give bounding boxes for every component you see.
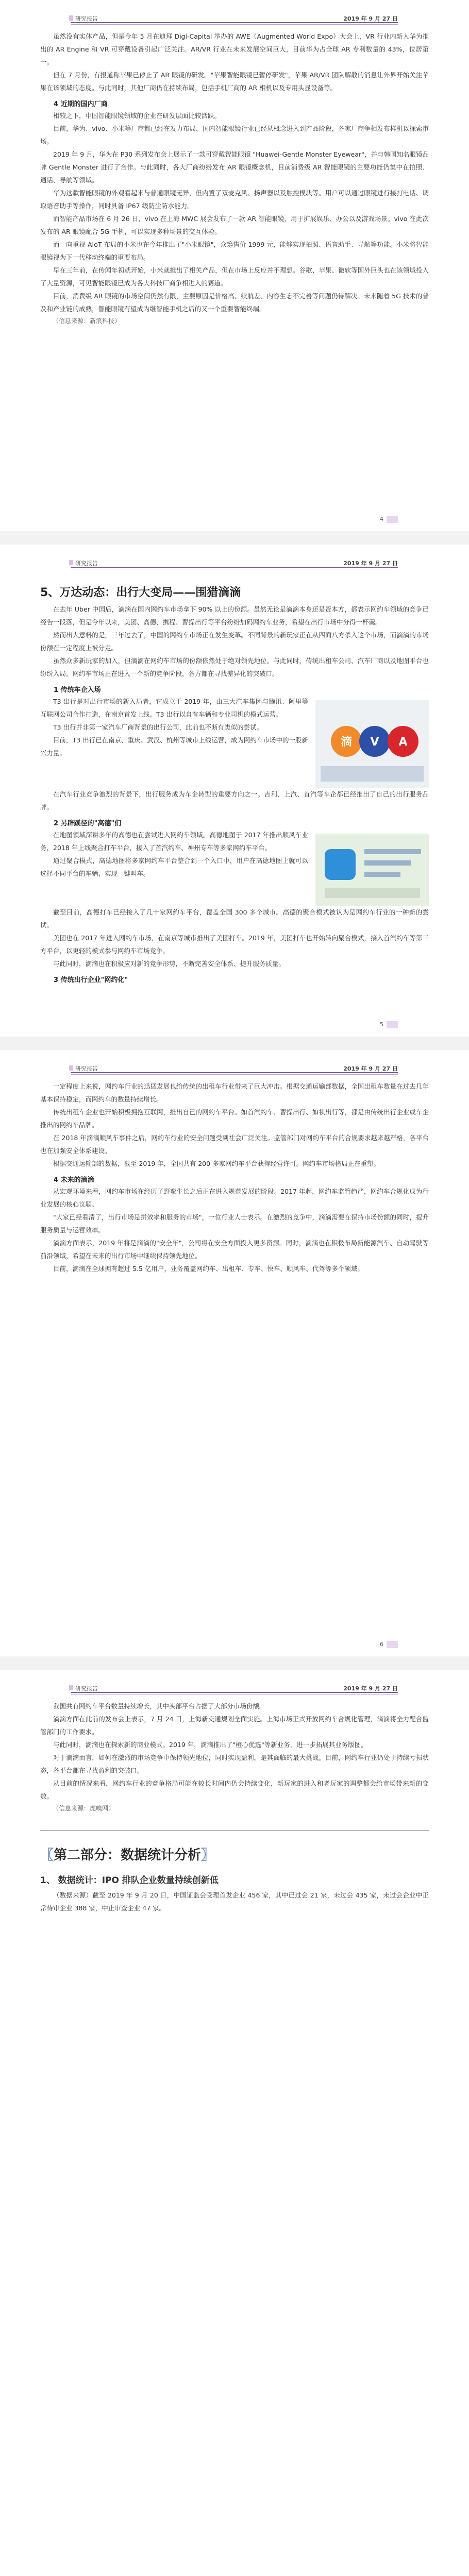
page-footer: [40, 511, 429, 531]
text-with-figure: [40, 695, 429, 788]
paragraph: 在地图领域深耕多年的高德也在尝试进入网约车领域。高德地图于 2017 年推出顺风车业务，2018 年上线聚合打车平台，接入了首汽约车、神州专车等多家网约车平台。: [40, 831, 308, 852]
page-header: [40, 1670, 429, 1700]
page-break: [0, 1037, 469, 1050]
page-number: 4: [380, 516, 398, 523]
header-rule: [71, 24, 398, 25]
logos-illustration: [315, 700, 429, 788]
subsection-title: 2 另辟蹊径的"高德"们: [54, 820, 122, 827]
paragraph: 而一向重视 AIoT 布局的小米也在今年推出了"小米眼镜"，众筹售价 1999 元，能够实现拍照、语音助手、导航等功能。小米将智能眼镜视为下一代移动终端的重要布局。: [40, 241, 429, 261]
paragraph: 对于滴滴而言，如何在激烈的市场竞争中保持领先地位，同时实现盈利，是其面临的最大挑战。目前，网约车行业仍处于持续亏损状态，各平台都在寻找盈利的突破口。: [40, 1754, 429, 1774]
subsection-title: 3 传统出行企业"网约化": [54, 976, 128, 984]
page-number: 6: [380, 1641, 398, 1648]
subsection-title: 4 近期的国内厂商: [54, 100, 108, 108]
part-title: 〖第二部分：数据统计分析〗: [40, 1848, 215, 1863]
ride-hailing-logos-figure: [315, 700, 429, 788]
paragraph: 早在三年前，在传闻年初就开始，小米就推出了相关产品，但在市场上反应并不理想。谷歌、苹果、微软等国外巨头也在该领域投入了大量资源，可见智能眼镜已成为各大科技厂商争相进入的赛道。: [40, 266, 429, 287]
section-title: 5、万达动态：出行大变局——围猎滴滴: [40, 586, 241, 599]
amap-illustration: [315, 834, 429, 906]
page-footer: [40, 1016, 429, 1037]
paragraph: "大家已经看清了，出行市场是拼效率和服务的市场"，一位行业人士表示。在激烈的竞争中，滴滴需要在保持市场份额的同时，提升服务质量与运营效率。: [40, 1213, 429, 1234]
page-number: 5: [380, 1021, 398, 1028]
page-header: [40, 1050, 429, 1080]
header-rule: [71, 1074, 398, 1075]
paragraph: 美团也在 2017 年进入网约车市场，在南京等城市推出了美团打车。2019 年，美团打车也开始转向聚合模式，接入首汽约车等第三方平台，以更轻的模式参与网约车市场竞争。: [40, 934, 429, 955]
subsection-title: 4 未来的滴滴: [54, 1176, 94, 1184]
app-icon: [325, 849, 356, 880]
header-date: 2019 年 9 月 27 日: [343, 1685, 398, 1692]
text-column: [40, 828, 308, 880]
paragraph: 目前，T3 出行已在南京、重庆、武汉、杭州等城市上线运营，成为网约车市场中的一股新兴力量。: [40, 736, 308, 757]
paragraph: 从宏观环境来看，网约车市场在经历了野蛮生长之后正在进入规范发展的阶段。2017 年起，网约车监管趋严，网约车合规化成为行业发展的核心议题。: [40, 1188, 429, 1208]
phone-strip: [321, 766, 424, 782]
paragraph: 但在 7 月份，有报道称苹果已停止了 AR 眼镜的研发。"苹果智能眼镜已暂停研发"，苹果 AR/VR 团队解散的消息让外界开始关注苹果在该领域的态度。与此同时，其他厂商仍在持续布局，包括手机厂商的 AR 相机以及专用头显设备等。: [40, 71, 429, 92]
report-page: [0, 0, 469, 531]
page-header: [40, 0, 429, 30]
header-date: 2019 年 9 月 27 日: [343, 15, 398, 22]
paragraph: T3 出行并非第一家汽车厂商背景的出行公司，此前也不断有类似的尝试。: [53, 723, 263, 731]
paragraph: 从目前的情况来看，网约车行业的竞争格局可能在较长时间内仍会持续变化，新玩家的进入和老玩家的调整都会给市场带来新的变数。: [40, 1780, 429, 1800]
header-tag: 研究报告: [70, 559, 98, 567]
paragraph: 截至目前，高德打车已经接入了几十家网约车平台，覆盖全国 300 多个城市。高德的聚合模式被认为是网约车行业的一种新的尝试。: [40, 908, 429, 929]
logo-text: V: [370, 736, 379, 749]
paragraph: 在 2018 年滴滴顺风车事件之后，网约车行业的安全问题受到社会广泛关注。监管部门对网约车平台的合规要求越来越严格，各平台也在加强安全体系建设。: [40, 1134, 429, 1155]
paragraph: 而智能产品市场在 6 月 26 日，vivo 在上海 MWC 展会发布了一款 AR 智能眼镜，用于扩展娱乐、办公以及游戏场景。vivo 在此次发布的 AR 眼镜配合 5G 手机，可以实现多种场景的交互体验。: [40, 215, 429, 235]
logo-text: A: [398, 736, 408, 749]
paragraph: 与此同时，滴滴也在探索新的商业模式。2019 年，滴滴推出了"橙心优选"等新业务，进一步拓展其业务版图。: [53, 1741, 367, 1749]
paragraph: （数据来源）截至 2019 年 9 月 20 日，中国证监会受理首发企业 456 家，其中已过会 21 家，未过会 435 家，未过会企业中正常待审企业 388 家，中止审查企业 47 家。: [40, 1891, 429, 1912]
header-date: 2019 年 9 月 27 日: [343, 1065, 398, 1072]
logo-text: 滴: [340, 736, 353, 749]
page-spacer: [40, 1914, 429, 1935]
paragraph: 2019 年 9 月，华为在 P30 系列发布会上展示了一款可穿戴智能眼镜 "Huawei-Gentle Monster Eyewear"，并与韩国知名眼镜品牌 Gentle Monster 进行了合作。与此同时，各大厂商纷纷发布 AR 眼镜概念机，目前消费级 AR 智能眼镜的主要功能仍集中在拍照、通话、导航等领域。: [40, 150, 429, 184]
report-page: [0, 1050, 469, 1656]
subsection-title: 1、 数据统计：IPO 排队企业数量持续创新低: [40, 1875, 219, 1886]
text-column: [40, 695, 308, 759]
report-page: [0, 1670, 469, 1935]
page-break: [0, 1656, 469, 1670]
paragraph: 根据交通运输部的数据，截至 2019 年，全国共有 200 多家网约车平台获得经营许可。网约车市场格局正在重塑。: [53, 1160, 380, 1167]
page-header: [40, 545, 429, 574]
paragraph: 目前，滴滴在全球拥有超过 5.5 亿用户，业务覆盖网约车、出租车、专车、快车、顺风车、代驾等多个领域。: [53, 1265, 364, 1273]
paragraph: T3 出行是对出行市场的新入局者，它成立于 2019 年，由三大汽车集团与腾讯、阿里等互联网公司合作打造，在南京首发上线。T3 出行以自有车辆和专业司机的模式运营。: [40, 698, 308, 718]
paragraph: 目前，华为、vivo、小米等厂商都已经在发力布局，国内智能眼镜行业已经从概念进入到产品阶段，各家厂商争相发布样机以探索市场。: [40, 125, 429, 145]
paragraph: 在汽车行业竞争激烈的背景下，出行服务成为车企转型的重要方向之一。吉利、上汽、首汽等车企都已经推出了自己的出行服务品牌。: [40, 790, 429, 811]
paragraph: 我国共有网约车平台数量持续增长，其中头部平台占据了大部分市场份额。: [53, 1702, 266, 1710]
subsection-title: 1 传统车企入场: [54, 686, 101, 694]
divider: [40, 1812, 429, 1831]
source-note: （信息来源：新浪科技）: [53, 317, 121, 325]
paragraph: 相较之下，中国智能眼镜领域的企业在研发层面比较活跃。: [53, 112, 221, 120]
text-with-figure: [40, 828, 429, 906]
header-tag: 研究报告: [70, 14, 98, 23]
paragraph: 滴滴方面表示，2019 年将是滴滴的"安全年"，公司将在安全方面投入更多资源。同时，滴滴也在积极布局新能源汽车、自动驾驶等前沿领域，希望在未来的出行市场中继续保持领先地位。: [40, 1239, 429, 1260]
paragraph: 传统出租车企业也开始积极拥抱互联网，推出自己的网约车平台。如首汽约车、曹操出行、如祺出行等，都是由传统出行企业或车企推出的网约车品牌。: [40, 1108, 429, 1129]
header-tag: 研究报告: [70, 1064, 98, 1073]
paragraph: 目前，消费级 AR 眼镜的市场空间仍然有限，主要原因是价格高、续航差、内容生态不完善等问题仍待解决。未来随着 5G 技术的普及和产业链的成熟，智能眼镜有望成为继智能手机之后的又一个重要智能终端。: [40, 292, 429, 313]
paragraph: 虽然众多新玩家的加入，但滴滴在网约车市场的份额依然处于绝对领先地位。与此同时，传统出租车公司、汽车厂商以及地图平台也纷纷入局。网约车市场正在进入一个新的竞争阶段，各方都在寻找差异化的突破口。: [40, 657, 429, 677]
source-note: （信息来源：虎嗅网）: [53, 1805, 115, 1812]
paragraph: 一定程度上来说，网约车行业的迅猛发展也给传统的出租车行业带来了巨大冲击。根据交通运输部数据，全国出租车数量在过去几年基本保持稳定，而网约车的数量持续增长。: [40, 1082, 429, 1103]
page-spacer: [40, 325, 429, 511]
header-date: 2019 年 9 月 27 日: [343, 560, 398, 567]
page-break: [0, 531, 469, 545]
paragraph: 滴滴方面在此前的发布会上表示，7 月 24 日，上海新交通规划全面实施。上海市场正式开放网约车合规化管理，滴滴将全力配合监管部门的工作要求。: [40, 1715, 429, 1736]
paragraph: 通过聚合模式，高德地图将多家网约车平台整合到一个入口中，用户在高德地图上就可以选择不同平台的车辆，实现一键叫车。: [40, 857, 308, 877]
amap-figure: [315, 834, 429, 906]
paragraph: 然而出人意料的是，三年过去了，中国的网约车市场正在发生变革。不同背景的新玩家正在从四面八方杀入这个市场，而滴滴的市场份额在一定程度上被分走。: [40, 631, 429, 652]
page-spacer: [40, 985, 429, 1016]
paragraph: 虽然没有实体产品，但是今年 5 月在迪拜 Digi-Capital 举办的 AWE（Augmented World Expo）大会上，VR 行业内新人华为推出的 AR Engine 和 VR 可穿戴设备引起广泛关注。AR/VR 行业在未来发展空间巨大，目前华为占全球 AR 专利数量的 43%，位居第一。: [40, 32, 429, 66]
paragraph: 在去年 Uber 中国后，滴滴在国内网约车市场拿下 90% 以上的份额。虽然无论是滴滴本身还是资本方，都表示网约车领域的竞争已经告一段落，但是今年以来，美团、高德、携程、曹操出行等平台纷纷加码网约车业务，希望在出行市场中分得一杯羹。: [40, 605, 429, 626]
report-page: [0, 545, 469, 1037]
page-footer: [40, 1636, 429, 1656]
header-tag: 研究报告: [70, 1684, 98, 1692]
page-spacer: [40, 1275, 429, 1636]
paragraph: 与此同时，滴滴也在积极应对新的竞争形势，不断完善安全体系、提升服务质量。: [53, 960, 286, 968]
paragraph: 华为这款智能眼镜的外观看起来与普通眼镜无异，但内置了双麦克风、扬声器以及触控模块等。用户可以通过眼镜进行接打电话、调取语音助手等操作，同时具备 IP67 级防尘防水能力。: [40, 189, 429, 210]
